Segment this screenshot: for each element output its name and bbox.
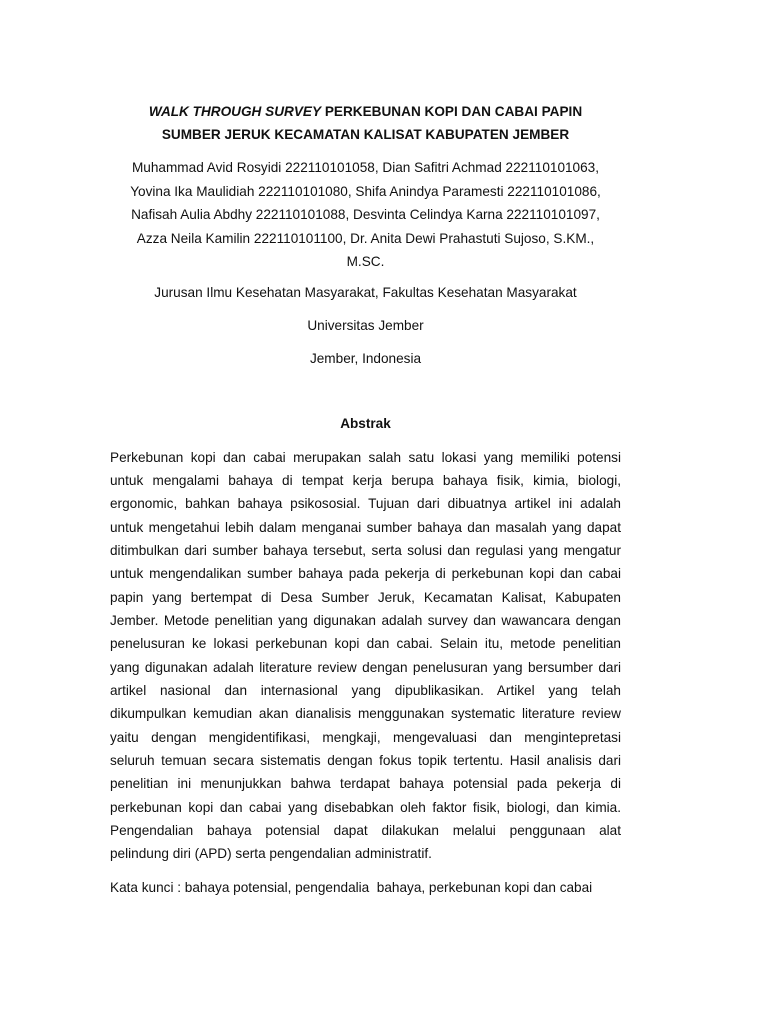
affiliation-university: Universitas Jember bbox=[307, 317, 424, 333]
affiliation-department: Jurusan Ilmu Kesehatan Masyarakat, Fakultas Kesehatan Masyarakat bbox=[154, 284, 577, 300]
abstract-line: papin yang bertempat di Desa Sumber Jeruk, Kecamatan Kalisat, Kabupaten bbox=[110, 589, 621, 605]
author-line: Yovina Ika Maulidiah 222110101080, Shifa Anindya Paramesti 222110101086, bbox=[130, 183, 601, 199]
abstract-line: ergonomic, bahkan bahaya psikososial. Tujuan dari dibuatnya artikel ini adalah bbox=[110, 496, 621, 512]
abstract-line: Perkebunan kopi dan cabai merupakan salah satu lokasi yang memiliki potensi bbox=[110, 449, 621, 465]
abstract-line: seluruh temuan secara sistematis dengan fokus topik tertentu. Hasil analisis dari bbox=[110, 752, 621, 768]
author-list bbox=[110, 156, 621, 274]
affiliation-location: Jember, Indonesia bbox=[309, 350, 422, 366]
abstract-body bbox=[110, 446, 621, 866]
abstract-line: penelitian ini menunjukkan bahwa terdapat bahaya potensial pada pekerja di bbox=[110, 776, 621, 792]
author-line: Muhammad Avid Rosyidi 222110101058, Dian Safitri Achmad 222110101063, bbox=[131, 160, 600, 175]
author-line: Nafisah Aulia Abdhy 222110101088, Desvinta Celindya Karna 222110101097, bbox=[131, 207, 600, 222]
title-line-1-rest: PERKEBUNAN KOPI DAN CABAI PAPIN bbox=[321, 104, 583, 119]
abstract-line: pelindung diri (APD) serta pengendalian administratif. bbox=[110, 846, 432, 862]
abstract-line: untuk mengetahui lebih dalam menganai sumber bahaya dan masalah yang dapat bbox=[110, 519, 621, 535]
title-line-2: SUMBER JERUK KECAMATAN KALISAT KABUPATEN JEMBER bbox=[161, 127, 570, 142]
author-line: Azza Neila Kamilin 222110101100, Dr. Anita Dewi Prahastuti Sujoso, S.KM., bbox=[136, 230, 595, 246]
paper-title bbox=[110, 100, 621, 146]
title-italic-part: WALK THROUGH SURVEY bbox=[148, 104, 322, 119]
abstract-line: Pengendalian bahaya potensial dapat dilakukan melalui penggunaan alat bbox=[110, 823, 621, 838]
abstract-line: perkebunan kopi dan cabai yang disebabkan oleh faktor fisik, biologi, dan kimia. bbox=[110, 799, 621, 815]
title-line-1 bbox=[110, 100, 621, 123]
abstract-line: Jember. Metode penelitian yang digunakan adalah survey dan wawancara dengan bbox=[110, 612, 621, 628]
keywords: Kata kunci : bahaya potensial, pengendalia bahaya, perkebunan kopi dan cabai bbox=[110, 879, 593, 895]
abstract-line: yang digunakan adalah literature review dengan penelusuran yang bersumber dari bbox=[110, 659, 621, 675]
author-line: M.SC. bbox=[346, 254, 385, 269]
abstract-line: untuk mengendalikan sumber bahaya pada pekerja di perkebunan kopi dan cabai bbox=[110, 566, 621, 582]
abstract-line: untuk mengalami bahaya di tempat kerja berupa bahaya fisik, kimia, biologi, bbox=[110, 472, 621, 488]
abstract-line: dikumpulkan kemudian akan dianalisis menggunakan systematic literature review bbox=[110, 706, 621, 722]
abstract-line: yaitu dengan mengidentifikasi, mengkaji, mengevaluasi dan mengintepretasi bbox=[110, 729, 621, 745]
abstract-line: ditimbulkan dari sumber bahaya tersebut, serta solusi dan regulasi yang mengatur bbox=[110, 542, 621, 558]
abstract-heading: Abstrak bbox=[340, 415, 391, 431]
abstract-line: artikel nasional dan internasional yang dipublikasikan. Artikel yang telah bbox=[110, 682, 621, 698]
paper-content bbox=[110, 100, 621, 898]
abstract-line: penelusuran ke lokasi perkebunan kopi dan cabai. Selain itu, metode penelitian bbox=[110, 636, 621, 652]
